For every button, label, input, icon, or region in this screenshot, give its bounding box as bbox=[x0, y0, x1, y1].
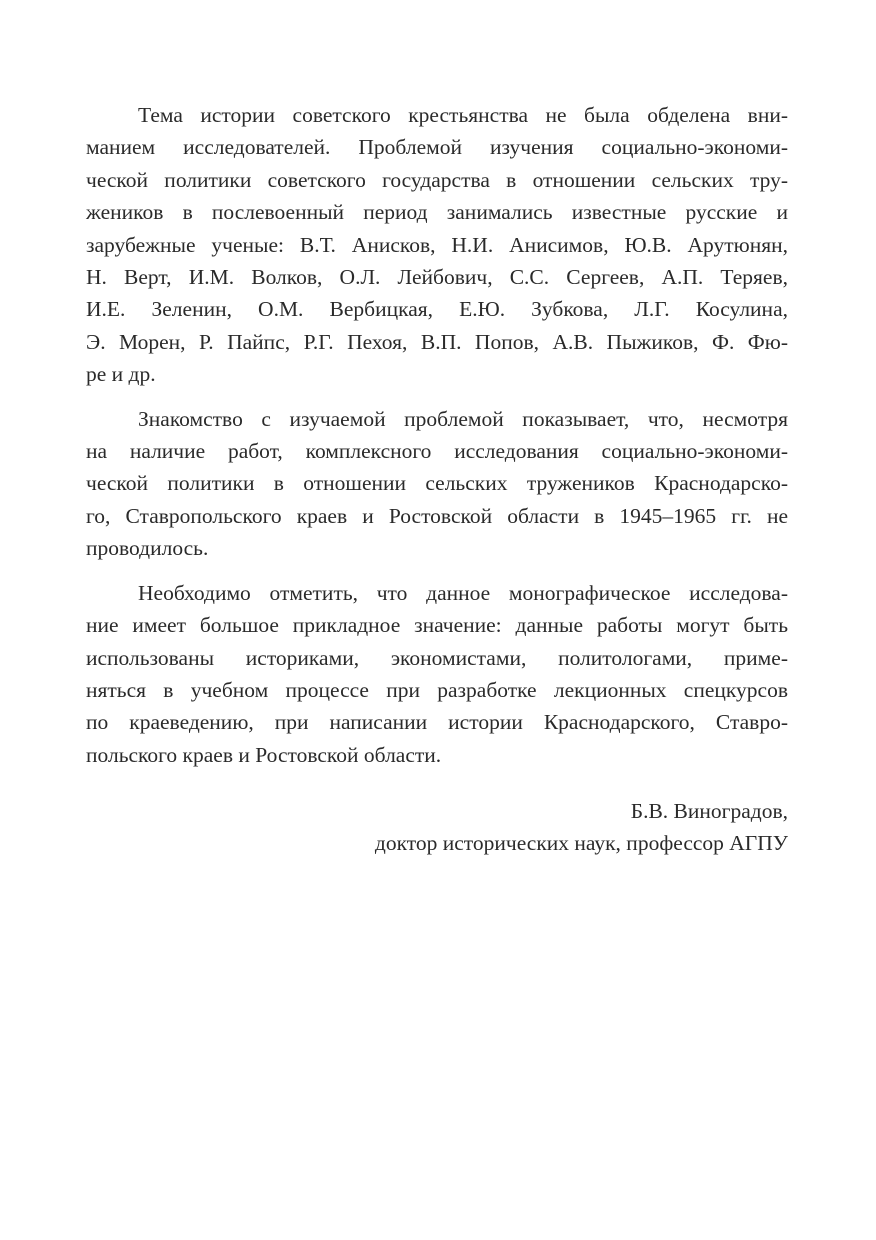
text-line: жеников в послевоенный период занимались известные русские и bbox=[86, 200, 788, 225]
signature-title: доктор исторических наук, профессор АГПУ bbox=[374, 831, 788, 856]
paragraph-3 bbox=[86, 577, 788, 771]
signature-name: Б.В. Виноградов, bbox=[630, 799, 788, 823]
text-line: Э. Морен, Р. Пайпс, Р.Г. Пехоя, В.П. Попов, А.В. Пыжиков, Ф. Фю- bbox=[86, 329, 788, 354]
text-line: ческой политики в отношении сельских тружеников Краснодарско- bbox=[86, 471, 788, 496]
text-line: манием исследователей. Проблемой изучения социально-экономи- bbox=[86, 135, 788, 160]
body-text bbox=[86, 99, 788, 771]
text-line: зарубежные ученые: В.Т. Анисков, Н.И. Анисимов, Ю.В. Арутюнян, bbox=[86, 232, 788, 257]
text-line: го, Ставропольского краев и Ростовской области в 1945–1965 гг. не bbox=[86, 503, 788, 528]
text-line: Необходимо отметить, что данное монографическое исследова- bbox=[138, 580, 788, 605]
text-line: И.Е. Зеленин, О.М. Вербицкая, Е.Ю. Зубкова, Л.Г. Косулина, bbox=[86, 297, 788, 322]
signature-block bbox=[375, 795, 788, 860]
paragraph-1 bbox=[86, 99, 788, 391]
text-line: использованы историками, экономистами, политологами, приме- bbox=[86, 645, 788, 670]
text-line: ние имеет большое прикладное значение: данные работы могут быть bbox=[86, 613, 788, 638]
paragraph-2 bbox=[86, 403, 788, 565]
text-line: польского краев и Ростовской области. bbox=[86, 742, 442, 767]
text-line: на наличие работ, комплексного исследования социально-экономи- bbox=[86, 439, 788, 464]
text-line: по краеведению, при написании истории Краснодарского, Ставро- bbox=[86, 710, 788, 735]
text-line: проводилось. bbox=[86, 536, 209, 561]
text-line: ре и др. bbox=[86, 362, 156, 387]
text-line: Н. Верт, И.М. Волков, О.Л. Лейбович, С.С. Сергеев, А.П. Теряев, bbox=[86, 265, 788, 290]
text-line: няться в учебном процессе при разработке лекционных спецкурсов bbox=[86, 677, 788, 702]
text-line: ческой политики советского государства в отношении сельских тру- bbox=[86, 167, 788, 192]
text-line: Тема истории советского крестьянства не была обделена вни- bbox=[138, 103, 788, 127]
text-line: Знакомство с изучаемой проблемой показывает, что, несмотря bbox=[138, 406, 788, 431]
